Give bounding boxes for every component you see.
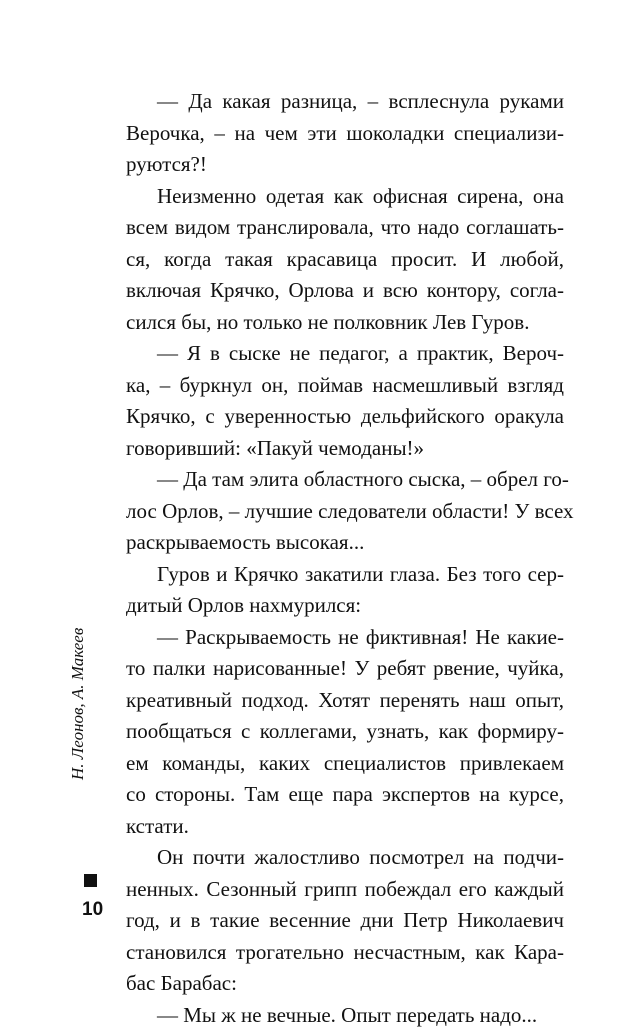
text-line: год, и в такие весенние дни Петр Николаевич: [126, 905, 564, 937]
text-line: Он почти жалостливо посмотрел на подчи-: [126, 842, 564, 874]
running-head-authors: Н. Леонов, А. Макеев: [68, 628, 88, 780]
text-line: — Я в сыске не педагог, а практик, Вероч-: [126, 338, 564, 370]
page-number: 10: [82, 899, 103, 921]
text-line: — Мы ж не вечные. Опыт передать надо...: [126, 1000, 564, 1031]
text-line: Гуров и Крячко закатили глаза. Без того сер-: [126, 559, 564, 591]
text-line: руются?!: [126, 149, 564, 181]
text-line: пообщаться с коллегами, узнать, как формиру-: [126, 716, 564, 748]
text-line: ка, – буркнул он, поймав насмешливый взгляд: [126, 370, 564, 402]
text-line: дитый Орлов нахмурился:: [126, 590, 564, 622]
text-line: со стороны. Там еще пара экспертов на курсе,: [126, 779, 564, 811]
text-line: ся, когда такая красавица просит. И любой,: [126, 244, 564, 276]
body-text: [126, 86, 564, 1031]
text-line: Верочка, – на чем эти шоколадки специализи-: [126, 118, 564, 150]
text-line: ненных. Сезонный грипп побеждал его каждый: [126, 874, 564, 906]
text-line: всем видом транслировала, что надо соглашать-: [126, 212, 564, 244]
text-line: становился трогательно несчастным, как Кара-: [126, 937, 564, 969]
square-marker-icon: [84, 874, 97, 887]
text-line: включая Крячко, Орлова и всю контору, согла-: [126, 275, 564, 307]
text-line: раскрываемость высокая...: [126, 527, 564, 559]
text-line: креативный подход. Хотят перенять наш опыт,: [126, 685, 564, 717]
text-line: — Раскрываемость не фиктивная! Не какие-: [126, 622, 564, 654]
text-line: — Да какая разница, – всплеснула руками: [126, 86, 564, 118]
text-line: ем команды, каких специалистов привлекаем: [126, 748, 564, 780]
text-line: говоривший: «Пакуй чемоданы!»: [126, 433, 564, 465]
text-line: Крячко, с уверенностью дельфийского оракула: [126, 401, 564, 433]
text-line: бас Барабас:: [126, 968, 564, 1000]
text-line: сился бы, но только не полковник Лев Гуров.: [126, 307, 564, 339]
text-line: то палки нарисованные! У ребят рвение, чуйка,: [126, 653, 564, 685]
text-line: кстати.: [126, 811, 564, 843]
text-line: Неизменно одетая как офисная сирена, она: [126, 181, 564, 213]
text-line: лос Орлов, – лучшие следователи области! У всех: [126, 496, 564, 528]
text-line: — Да там элита областного сыска, – обрел го-: [126, 464, 564, 496]
